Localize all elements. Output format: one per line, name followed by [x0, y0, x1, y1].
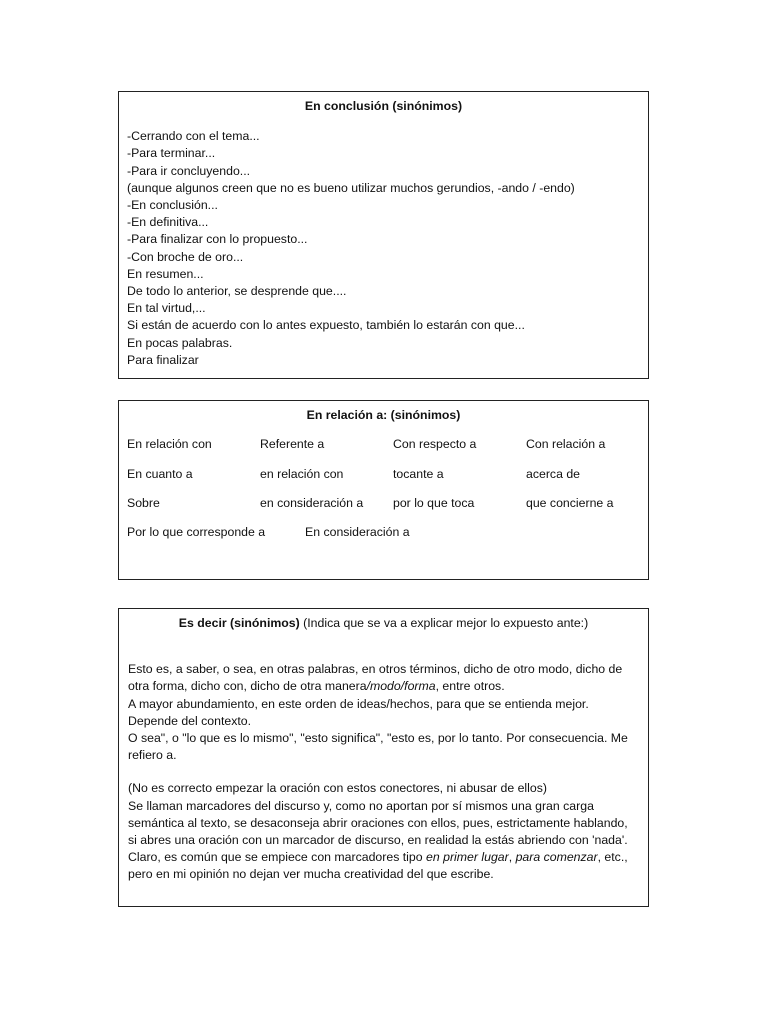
paragraph-italic: en primer lugar	[426, 850, 509, 865]
paragraph-text: , etc., pero en mi opinión no dejan ver mucha creatividad del que escribe.	[128, 850, 628, 882]
grid-cell: por lo que toca	[393, 496, 475, 511]
paragraph-italic: para comenzar	[515, 850, 598, 865]
list-item: En resumen...	[127, 266, 204, 281]
paragraph-text: , entre otros.	[435, 679, 505, 694]
paragraph: Depende del contexto.	[128, 713, 252, 728]
grid-cell: En consideración a	[305, 525, 410, 540]
relation-grid	[127, 436, 640, 556]
list-item: En tal virtud,...	[127, 301, 206, 316]
grid-cell: tocante a	[393, 467, 444, 482]
grid-cell: en consideración a	[260, 496, 364, 511]
paragraph	[128, 798, 639, 884]
grid-cell: Por lo que corresponde a	[127, 525, 266, 540]
relation-synonyms-box	[118, 400, 649, 580]
list-item: -Para ir concluyendo...	[127, 163, 251, 178]
es-decir-title	[128, 615, 639, 632]
list-item: De todo lo anterior, se desprende que....	[127, 284, 347, 299]
paragraph-text: Se llaman marcadores del discurso y, como no aportan por sí mismos una gran carga semántica al texto, se desaconseja abrir oraciones con ellos, pues, estrictamente hablando, si abres una oración con un marcador de discurso, en realidad la estás abriendo con 'nada'. Claro, es común que se empiece con marcadores tipo	[128, 798, 628, 865]
relation-title: En relación a: (sinónimos)	[306, 408, 461, 422]
es-decir-title-note: (Indica que se va a explicar mejor lo expuesto ante:)	[299, 616, 589, 630]
paragraph: A mayor abundamiento, en este orden de ideas/hechos, para que se entienda mejor.	[128, 696, 589, 711]
es-decir-synonyms-box	[118, 608, 649, 907]
paragraph-text: Esto es, a saber, o sea, en otras palabras, en otros términos, dicho de otro modo, dicho de otra forma, dicho con, dicho de otra manera	[128, 662, 623, 694]
grid-cell: Con relación a	[526, 437, 606, 452]
conclusion-title: En conclusión (sinónimos)	[304, 99, 463, 113]
es-decir-title-bold: Es decir (sinónimos)	[178, 616, 300, 630]
list-item: -En definitiva...	[127, 215, 209, 230]
paragraph: (No es correcto empezar la oración con estos conectores, ni abusar de ellos)	[128, 781, 547, 796]
list-item: -En conclusión...	[127, 198, 218, 213]
grid-cell: que concierne a	[526, 496, 614, 511]
grid-cell: Sobre	[127, 496, 160, 511]
grid-cell: Referente a	[260, 437, 325, 452]
grid-cell: En relación con	[127, 437, 212, 452]
paragraph-text: ,	[508, 850, 516, 865]
list-item: -Cerrando con el tema...	[127, 129, 260, 144]
paragraph	[128, 661, 639, 695]
list-item: -Para finalizar con lo propuesto...	[127, 232, 308, 247]
paragraph: O sea", o "lo que es lo mismo", "esto significa", "esto es, por lo tanto. Por consecuencia. Me refiero a.	[128, 731, 628, 763]
list-item: Si están de acuerdo con lo antes expuesto, también lo estarán con que...	[127, 318, 525, 333]
conclusion-synonyms-box	[118, 91, 649, 379]
grid-cell: Con respecto a	[393, 437, 477, 452]
list-item: En pocas palabras.	[127, 335, 233, 350]
paragraph-italic: /modo/forma	[366, 679, 436, 694]
conclusion-list	[127, 128, 640, 369]
list-item: (aunque algunos creen que no es bueno utilizar muchos gerundios, -ando / -endo)	[127, 180, 575, 195]
grid-cell: acerca de	[526, 467, 581, 482]
list-item: -Para terminar...	[127, 146, 216, 161]
grid-cell: en relación con	[260, 467, 344, 482]
grid-cell: En cuanto a	[127, 467, 193, 482]
list-item: -Con broche de oro...	[127, 249, 244, 264]
list-item: Para finalizar	[127, 352, 199, 367]
